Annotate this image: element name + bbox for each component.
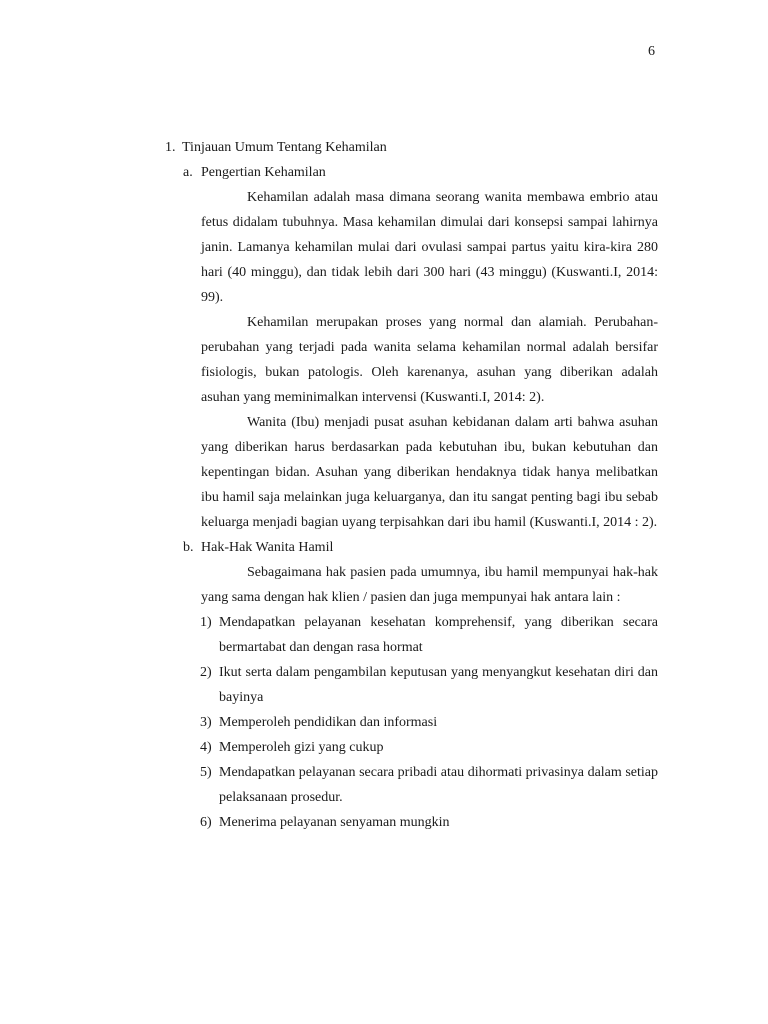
- paragraph: Wanita (Ibu) menjadi pusat asuhan kebidanan dalam arti bahwa asuhan yang diberikan harus berdasarkan pada kebutuhan ibu, bukan kebutuhan dan kepentingan bidan. Asuhan yang diberikan hendaknya tidak hanya melibatkan ibu hamil saja melainkan juga keluarganya, dan itu sangat penting bagi ibu sebab keluarga menjadi bagian uyang terpisahkan dari ibu hamil (Kuswanti.I, 2014 : 2).: [201, 415, 658, 530]
- list-item-number: 6): [200, 815, 212, 830]
- document-body: [0, 135, 768, 835]
- subsection-letter: a.: [183, 165, 193, 180]
- subsection-title: Hak-Hak Wanita Hamil: [201, 540, 334, 555]
- list-item: [200, 660, 658, 710]
- list-item-text: Memperoleh pendidikan dan informasi: [219, 715, 438, 730]
- list-item-text: Mendapatkan pelayanan kesehatan komprehensif, yang diberikan secara bermartabat dan dengan rasa hormat: [219, 615, 658, 655]
- list-item: [200, 710, 658, 735]
- section-heading: [0, 135, 768, 160]
- list-item-number: 3): [200, 715, 212, 730]
- subsection-letter: b.: [183, 540, 194, 555]
- page-number: 6: [648, 44, 655, 59]
- section-title: Tinjauan Umum Tentang Kehamilan: [182, 140, 387, 155]
- section-number: 1.: [165, 140, 176, 155]
- list-item: [200, 760, 658, 810]
- paragraph: Sebagaimana hak pasien pada umumnya, ibu hamil mempunyai hak-hak yang sama dengan hak klien / pasien dan juga mempunyai hak antara lain :: [201, 565, 658, 605]
- list-item-number: 4): [200, 740, 212, 755]
- subsection-heading-b: [0, 535, 768, 560]
- list-item-text: Ikut serta dalam pengambilan keputusan yang menyangkut kesehatan diri dan bayinya: [219, 665, 658, 705]
- paragraph: Kehamilan merupakan proses yang normal dan alamiah. Perubahan-perubahan yang terjadi pada wanita selama kehamilan normal adalah bersifar fisiologis, bukan patologis. Oleh karenanya, asuhan yang diberikan adalah asuhan yang meminimalkan intervensi (Kuswanti.I, 2014: 2).: [201, 315, 658, 405]
- list-item: [200, 610, 658, 660]
- subsection-heading-a: [0, 160, 768, 185]
- list-item: [200, 810, 658, 835]
- list-item-number: 2): [200, 665, 212, 680]
- list-item-text: Mendapatkan pelayanan secara pribadi atau dihormati privasinya dalam setiap pelaksanaan prosedur.: [219, 765, 658, 805]
- subsection-title: Pengertian Kehamilan: [201, 165, 326, 180]
- list-item-number: 5): [200, 765, 212, 780]
- paragraph: Kehamilan adalah masa dimana seorang wanita membawa embrio atau fetus didalam tubuhnya. Masa kehamilan dimulai dari konsepsi sampai lahirnya janin. Lamanya kehamilan mulai dari ovulasi sampai partus yaitu kira-kira 280 hari (40 minggu), dan tidak lebih dari 300 hari (43 minggu) (Kuswanti.I, 2014: 99).: [201, 190, 658, 305]
- list-item-number: 1): [200, 615, 212, 630]
- list-item-text: Menerima pelayanan senyaman mungkin: [219, 815, 450, 830]
- list-item-text: Memperoleh gizi yang cukup: [219, 740, 384, 755]
- list-item: [200, 735, 658, 760]
